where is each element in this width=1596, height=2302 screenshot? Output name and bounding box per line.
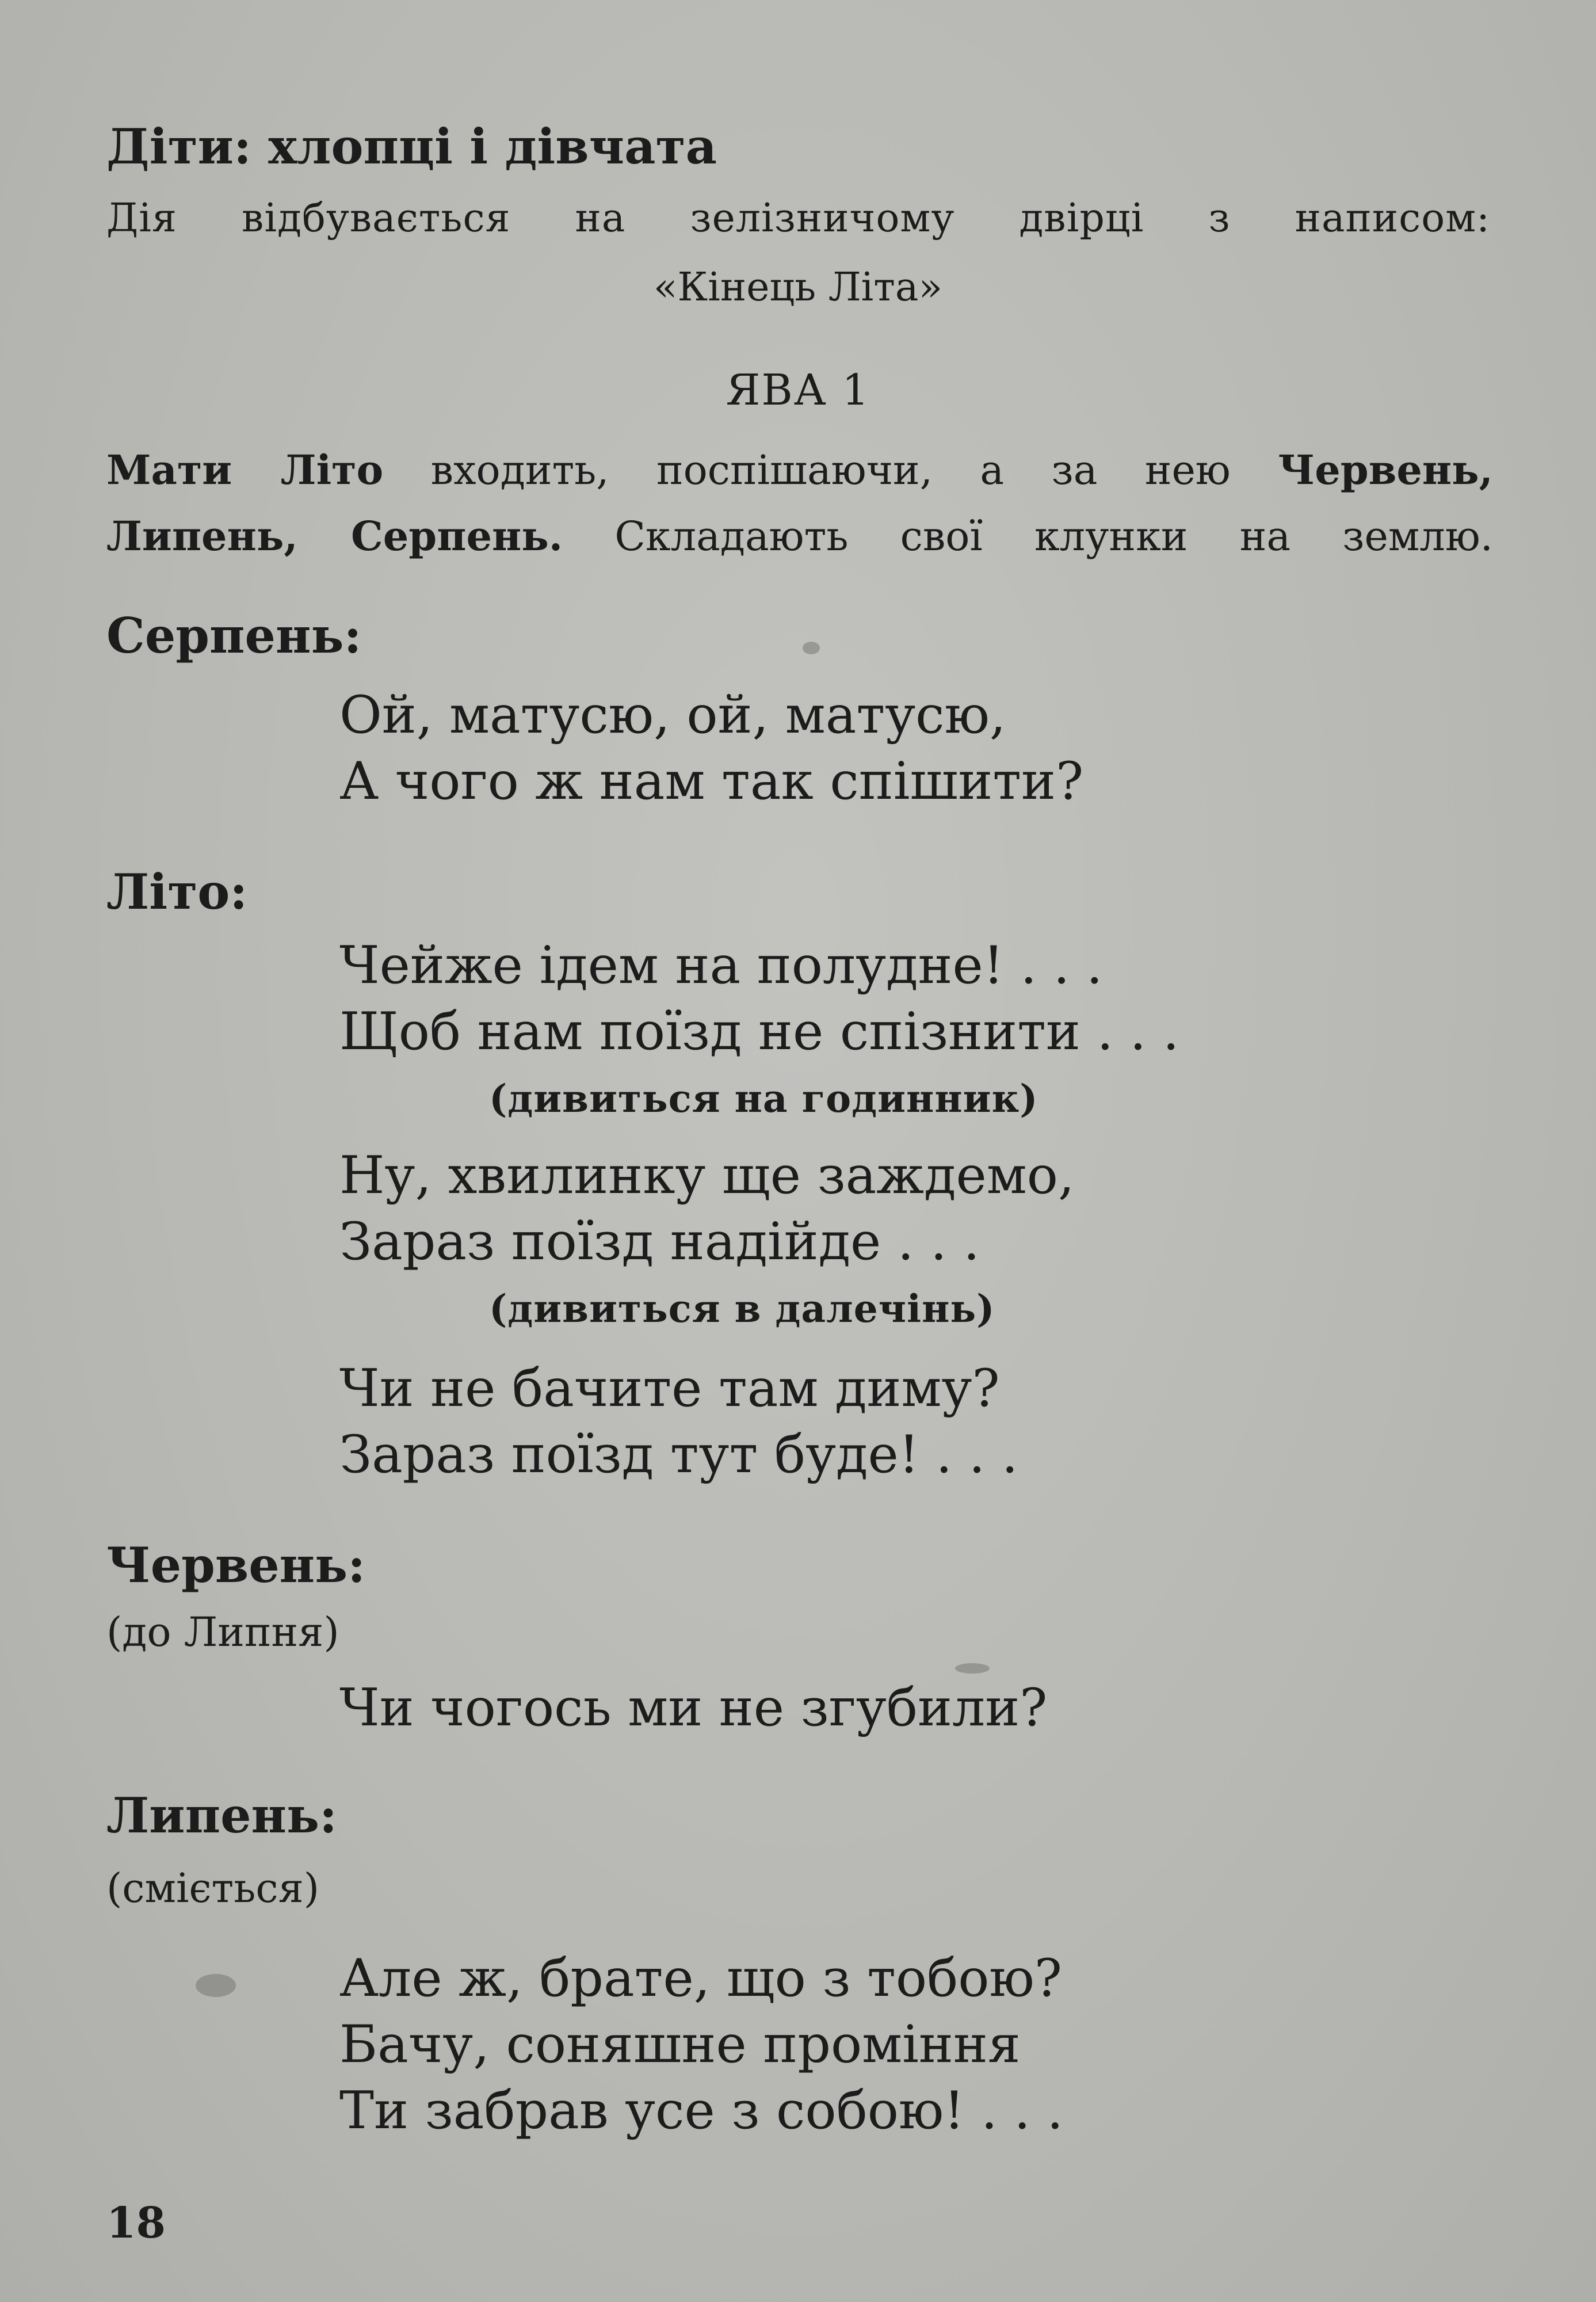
verse-line: Чейже ідем на полудне! . . .	[339, 935, 1103, 996]
verse-line: Ой, матусю, ой, матусю,	[339, 685, 1006, 745]
setting-line-1: Дія відбувається на зелізничому двірці з написом:	[106, 196, 1490, 241]
page-number: 18	[106, 2198, 166, 2248]
ink-speck	[196, 1974, 236, 1997]
speaker-name: Липень:	[106, 1787, 338, 1844]
verse-line: Зараз поїзд надійде . . .	[339, 1211, 980, 1272]
verse-line: Але ж, брате, що з тобою?	[339, 1948, 1063, 2008]
verse-line: Бачу, соняшне проміння	[339, 2014, 1021, 2075]
speaker-direction: (сміється)	[106, 1865, 320, 1912]
stage-direction-bold: Червень,	[1278, 446, 1493, 494]
speaker-name: Серпень:	[106, 607, 362, 664]
stage-direction-inline: (дивиться в далечінь)	[489, 1286, 995, 1331]
stage-direction-bold: Липень, Серпень.	[106, 512, 563, 560]
cast-line: Діти: хлопці і дівчата	[106, 118, 717, 175]
stage-direction-text: входить, поспішаючи, а за нею	[383, 447, 1278, 494]
stage-direction-line-2	[106, 512, 1493, 560]
ink-speck	[803, 642, 820, 654]
speaker-name: Літо:	[106, 863, 248, 920]
speaker-name: Червень:	[106, 1537, 366, 1594]
verse-line: Чи не бачите там диму?	[339, 1358, 1000, 1419]
ink-speck	[955, 1663, 990, 1674]
stage-direction-bold: Мати Літо	[106, 446, 384, 494]
speaker-direction: (до Липня)	[106, 1609, 339, 1656]
stage-direction-inline: (дивиться на годинник)	[489, 1076, 1038, 1121]
stage-direction-line-1	[106, 446, 1493, 494]
scene-title: ЯВА 1	[726, 365, 870, 415]
verse-line: Зараз поїзд тут буде! . . .	[339, 1424, 1018, 1485]
verse-line: Ну, хвилинку ще заждемо,	[339, 1145, 1075, 1206]
verse-line: А чого ж нам так спішити?	[339, 751, 1084, 811]
stage-direction-text: Складають свої клунки на землю.	[563, 513, 1494, 560]
verse-line: Щоб нам поїзд не спізнити . . .	[339, 1001, 1179, 1062]
verse-line: Ти забрав усе з собою! . . .	[339, 2080, 1064, 2141]
verse-line: Чи чогось ми не згубили?	[339, 1678, 1048, 1738]
setting-line-2: «Кінець Літа»	[653, 265, 943, 310]
